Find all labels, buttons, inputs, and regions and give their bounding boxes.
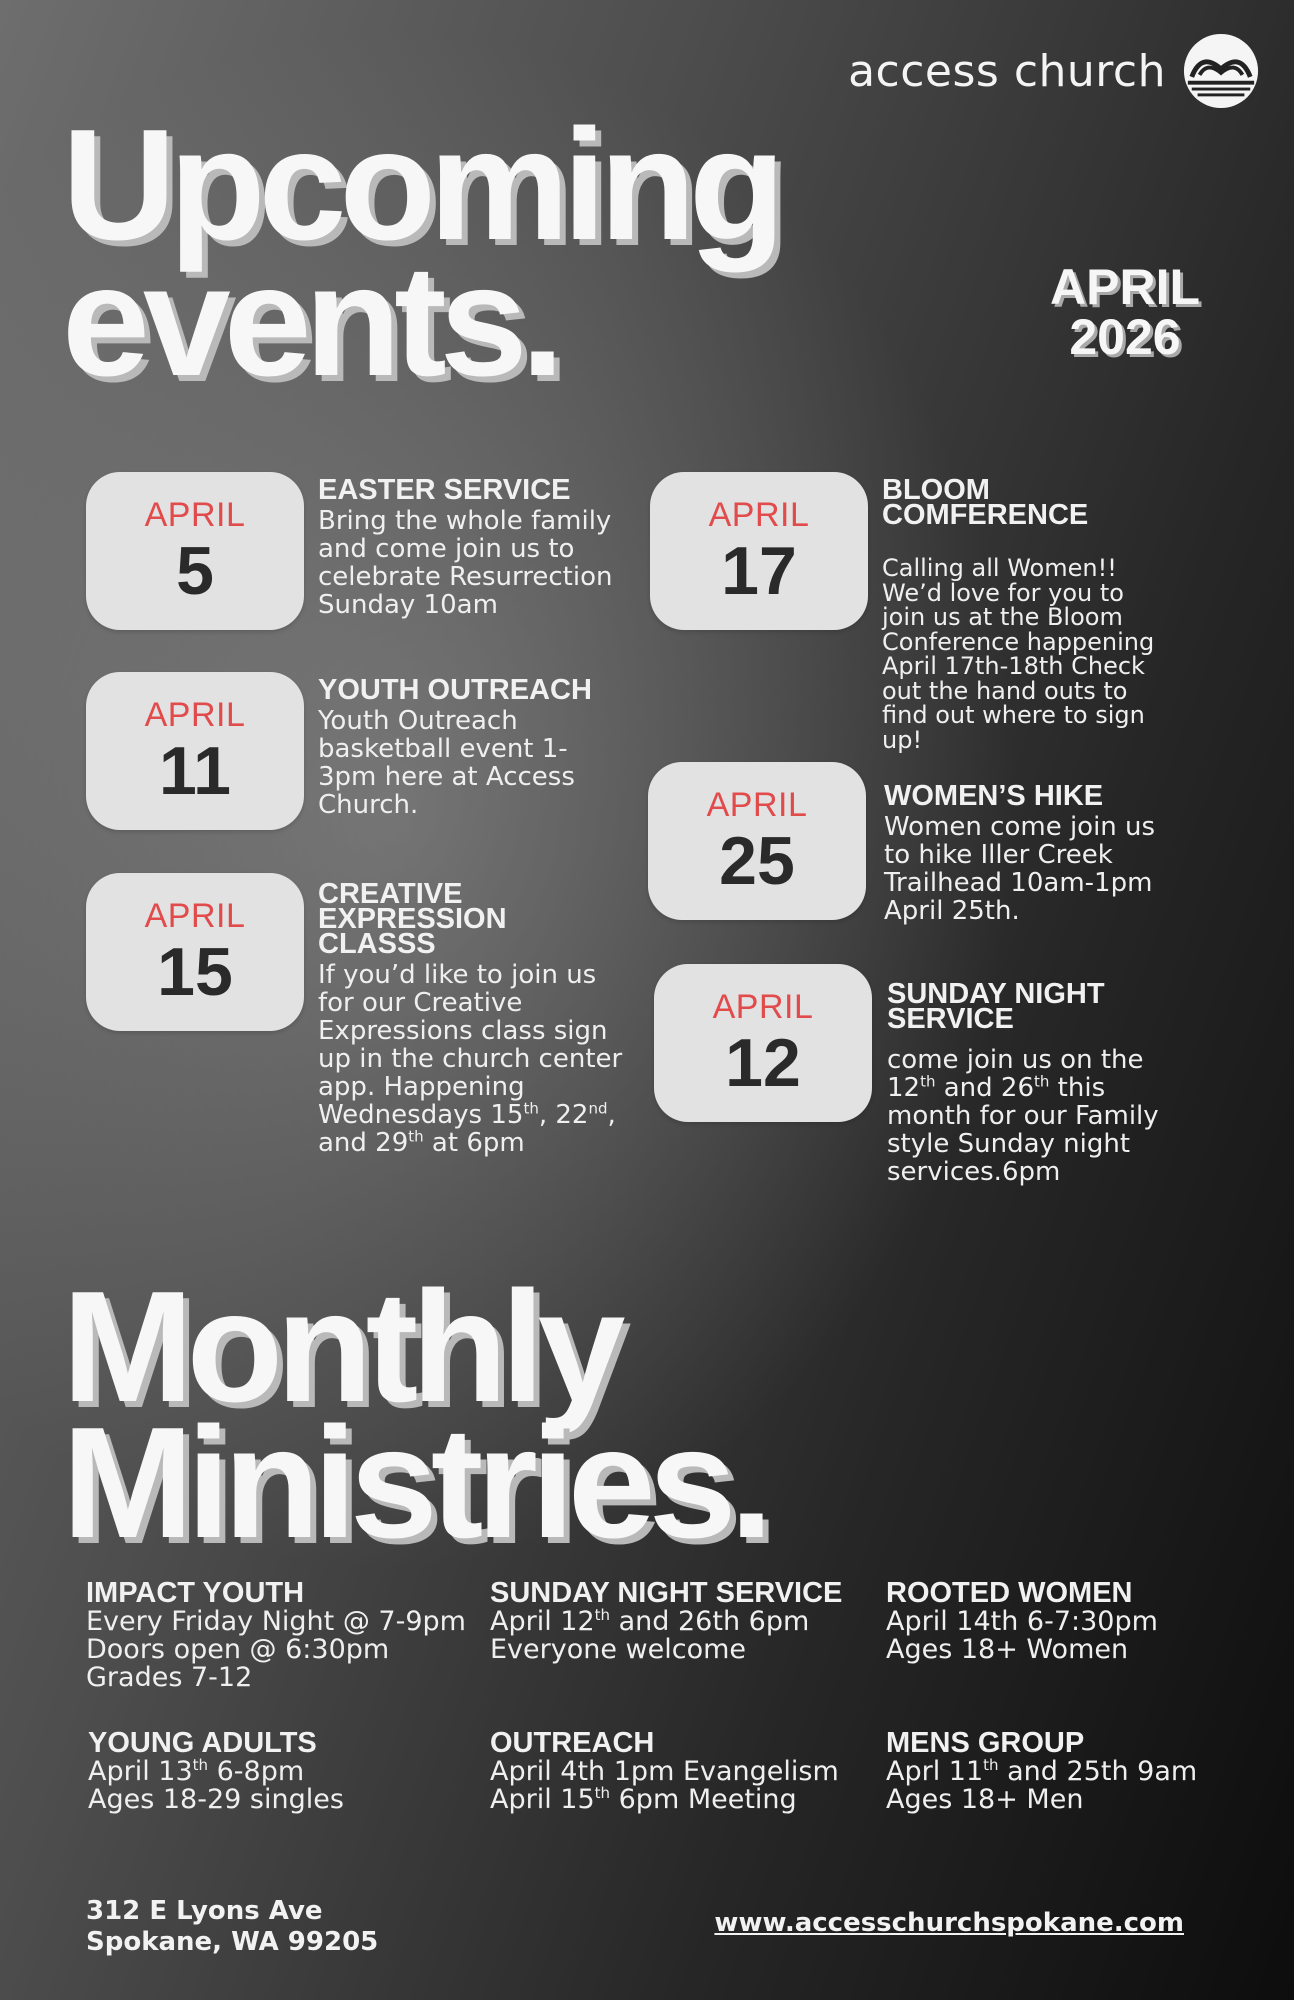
ministries-title: [62, 1259, 767, 1571]
ministry-line: April 13th 6-8pm: [88, 1756, 305, 1787]
date-card-day: 17: [721, 533, 797, 609]
ministry-line: April 15th 6pm Meeting: [490, 1784, 797, 1815]
date-card-month: APRIL: [144, 897, 246, 935]
ministry-line: April 14th 6-7:30pm: [886, 1606, 1158, 1637]
event-title: BLOOM COMFERENCE: [882, 474, 1089, 531]
date-card: [650, 472, 868, 630]
date-card-month: APRIL: [712, 988, 814, 1026]
ministry-line: Ages 18+ Men: [886, 1784, 1084, 1815]
date-card: [86, 672, 304, 830]
event-info: [882, 474, 1172, 754]
date-card-day: 11: [159, 733, 231, 809]
event-description: Women come join us to hike Iller Creek Trailhead 10am-1pm April 25th.: [884, 812, 1156, 926]
ministry-line: Aprl 11th and 25th 9am: [886, 1756, 1198, 1787]
ministry-title: OUTREACH: [490, 1727, 655, 1759]
date-card-month: APRIL: [708, 496, 810, 534]
page-title-line1: Upcoming: [62, 97, 779, 273]
event-info: [887, 978, 1187, 1187]
event-description: Youth Outreach basketball event 1-3pm here at Access Church.: [318, 706, 575, 820]
event-description: Calling all Women!! We’d love for you to join us at the Bloom Conference happening April 17th-18th Check out the hand outs to find out where to sign up!: [882, 554, 1155, 754]
month-year: [1050, 259, 1200, 365]
ministries-title-line1: Monthly: [62, 1259, 619, 1435]
month-label: APRIL: [1050, 259, 1200, 315]
event-info: [318, 878, 638, 1158]
date-card-month: APRIL: [144, 696, 246, 734]
date-card-month: APRIL: [706, 786, 808, 824]
ministry-line: April 4th 1pm Evangelism: [490, 1756, 839, 1787]
event-info: [318, 674, 618, 820]
year-label: 2026: [1069, 309, 1181, 365]
ministry-item: [86, 1578, 466, 1692]
ministry-title: ROOTED WOMEN: [886, 1577, 1133, 1609]
date-card: [86, 873, 304, 1031]
ministry-title: YOUNG ADULTS: [88, 1727, 317, 1759]
page-title: [62, 97, 779, 409]
event-title: EASTER SERVICE: [318, 474, 571, 506]
address: [86, 1896, 378, 1958]
ministry-title: MENS GROUP: [886, 1727, 1085, 1759]
date-card: [648, 762, 866, 920]
ministry-line: Everyone welcome: [490, 1634, 747, 1665]
date-card-day: 25: [719, 823, 795, 899]
date-card-month: APRIL: [144, 496, 246, 534]
ministry-title: SUNDAY NIGHT SERVICE: [490, 1577, 843, 1609]
ministry-line: Ages 18+ Women: [886, 1634, 1129, 1665]
event-title: SUNDAY NIGHT SERVICE: [887, 978, 1105, 1035]
event-info: [884, 780, 1184, 926]
brand-name: access church: [848, 45, 1166, 97]
ministry-line: Ages 18-29 singles: [88, 1784, 344, 1815]
ministry-item: [490, 1728, 839, 1814]
access-church-logo-icon: [1182, 32, 1260, 110]
date-card-day: 15: [157, 934, 233, 1010]
ministry-title: IMPACT YOUTH: [86, 1577, 305, 1609]
event-description: Bring the whole family and come join us to celebrate Resurrection Sunday 10am: [318, 506, 613, 620]
website-link[interactable]: www.accesschurchspokane.com: [714, 1908, 1184, 1938]
event-description: come join us on the 12th and 26th this month for our Family style Sunday night services.6pm: [887, 1045, 1159, 1187]
page-title-line2: events.: [62, 232, 558, 409]
date-card-day: 5: [176, 533, 214, 609]
date-card-day: 12: [725, 1025, 801, 1101]
address-line1: 312 E Lyons Ave: [86, 1896, 323, 1926]
event-info: [318, 474, 638, 620]
ministry-line: Grades 7-12: [86, 1662, 253, 1693]
ministry-line: April 12th and 26th 6pm: [490, 1606, 810, 1637]
event-title: WOMEN’S HIKE: [884, 780, 1104, 812]
ministry-line: Doors open @ 6:30pm: [86, 1634, 390, 1665]
event-title: YOUTH OUTREACH: [318, 674, 592, 706]
ministry-item: [490, 1578, 842, 1664]
address-line2: Spokane, WA 99205: [86, 1927, 379, 1957]
ministry-item: [88, 1728, 344, 1814]
event-description: If you’d like to join us for our Creative Expressions class sign up in the church center app. Happening Wednesdays 15th, 22nd, and 29th at 6pm: [318, 960, 623, 1158]
ministry-line: Every Friday Night @ 7-9pm: [86, 1606, 466, 1637]
event-title: CREATIVE EXPRESSION CLASSS: [318, 878, 507, 960]
date-card: [86, 472, 304, 630]
ministry-item: [886, 1578, 1158, 1664]
brand: [848, 32, 1260, 110]
ministry-item: [886, 1728, 1197, 1814]
ministries-title-line2: Ministries.: [62, 1394, 767, 1571]
date-card: [654, 964, 872, 1122]
